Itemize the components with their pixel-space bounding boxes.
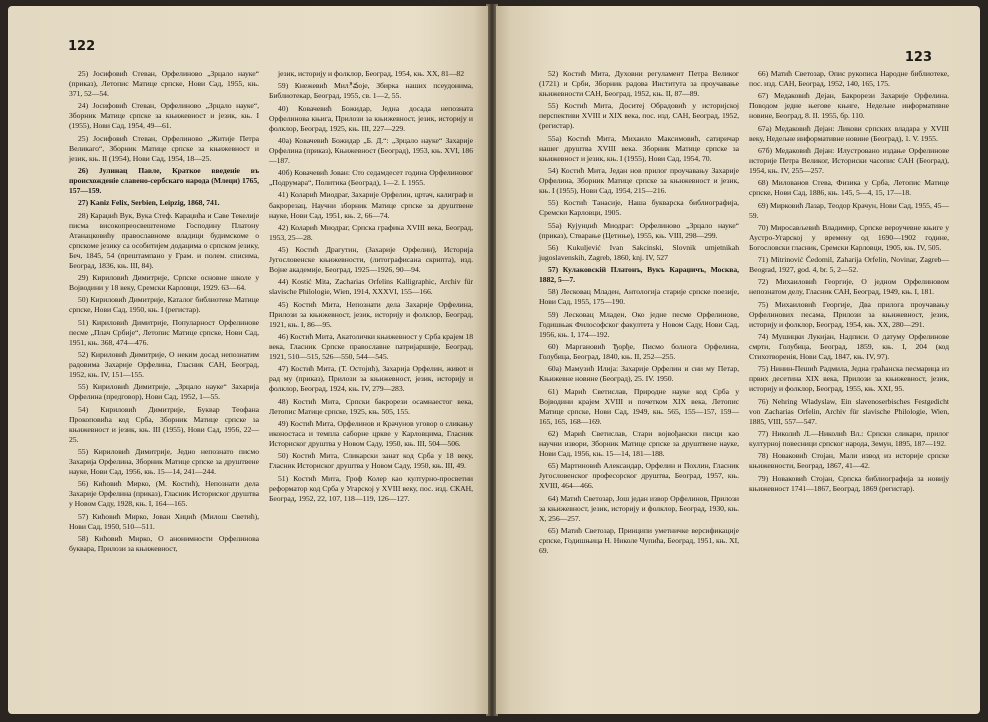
bibliography-entry: 62) Марић Светислав, Стари војвођански писци као научни извори, Зборник Матице српске за друштвене науке, Нови Сад, 1956, књ. 15—14, 181—188. xyxy=(539,428,739,459)
bibliography-entry: 58) Лесковац Младен, Антологија старије српске поезије, Нови Сад, 1955, 175—190. xyxy=(539,287,739,307)
bibliography-entry: 77) Николић Л.—Николић Вл.: Српски сликари, прилог културној повесници српског народа, Земун, 1895, 187—192. xyxy=(749,428,949,449)
bibliography-entry: 44) Kostić Mita, Zacharias Orfelins Kalligraphic, Archiv für slavische Philologie, Wien, 1914, XXXVI, 155—166. xyxy=(269,277,473,297)
left-column-1 xyxy=(69,69,259,556)
bibliography-entry: 66) Матић Светозар, Опис рукописа Народне библиотеке, пос. изд. САН, Београд, 1952, 140, 165, 175. xyxy=(749,69,949,89)
bibliography-entry: 64) Матић Светозар, Још један извор Орфелинов, Прилози за књижевност, језик, историју и фолклор, Београд, 1930, књ. X, 256—257. xyxy=(539,493,739,523)
bibliography-entry: 24) Јосифовић Стеван, Орфелиново „Зрцало науке“, Зборник Матице српске за књижевност и језик, књ. I (1955), Нови Сад, 1954, 49—61. xyxy=(69,101,259,131)
left-page xyxy=(8,6,488,714)
bibliography-entry: 55а) Кујунџић Миодраг: Орфелиново „Зрцало науке“ (приказ), Стварање (Цетиње), 1955, књ. VIII, 298—299. xyxy=(539,220,739,240)
bibliography-entry: 68) Милованов Стева, Физика у Срба, Летопис Матице српске, Нови Сад, 1886, књ. 145, 5—4, 15, 17—18. xyxy=(749,178,949,198)
bibliography-entry: 72) Михаиловић Георгије, О једном Орфелиновом непознатом делу, Гласник САН, Београд, 1949, књ. I, 181. xyxy=(749,277,949,297)
page-number: 122 xyxy=(68,39,96,54)
bibliography-entry: 67) Медаковић Дејан, Бакрорези Захарије Орфелина. Поводом једне његове књиге, Недељне информативне новине, Београд, 8. II. 1955, бр. 110. xyxy=(749,91,949,121)
bibliography-entry: 51) Костић Мита, Гроф Колер као културно-просветни реформатор код Срба у Угарској у XVIII веку, пос. изд. СКАН, Београд, 1952, 22, 107, 118—119, 126—127. xyxy=(269,473,473,503)
bibliography-entry: 49) Костић Мита, Орфелинов и Крачунов уговор о сликању иконостаса и темпла саборне цркве у Карловцима, Гласник Историског друштва у Новом Саду, 1950, књ. III, 504—506. xyxy=(269,418,473,449)
bibliography-entry: 26) Јулинац Павле, Краткое введеніе въ происхожденіе славено-сербскаго народа (Млеци) 1765, 157—159. xyxy=(69,165,259,196)
bibliography-entry: 75) Михаиловић Георгије, Два прилога проучавању Орфелинових песама, Прилози за књижевност, језик, историју и фолклор, Београд, 1954, књ. XX, 280—291. xyxy=(749,299,949,329)
bibliography-entry: 29) Кириловић Димитрије, Српске основне школе у Војводини у 18 веку, Сремски Карловци, 1929. 63—64. xyxy=(69,273,259,293)
bibliography-entry: 78) Новаковић Стојан, Мали извод из историје српске књижевности, Београд, 1867, 41—42. xyxy=(749,451,949,471)
bibliography-entry: 70) Миросављевић Владимир, Српске вероучевне књиге у Аустро-Угарској у времену од 1690—1902 године, Богословски гласник, Сремски Карловци, 1905, књ. IV, 505. xyxy=(749,222,949,252)
bibliography-entry: 51) Кириловић Димитрије, Популарност Орфелинове песме „Плач Србије“, Летопис Матице српске, Нови Сад, 1951, књ. 368, 474—476. xyxy=(69,317,259,347)
bibliography-entry: 54) Костић Мита, Један нов прилог проучавању Захарије Орфелина, Зборник Матице српске за књижевност и језик, књ. I (1955), Нови Сад, 1954, 215—216. xyxy=(539,165,739,196)
bibliography-entry: 50) Костић Мита, Сликарски занат код Срба у 18 веку, Гласник Историског друштва у Новом Саду, 1950, књ. III, 49. xyxy=(269,451,473,471)
bibliography-entry: 61) Марић Светислав, Природне науке код Срба у Војводини крајем XVIII и почетком XIX века, Летопис Матице српске, Нови Сад, 1949, књ. 565, 155—157, 159—165, 165, 168—169. xyxy=(539,386,739,426)
bibliography-entry: 75) Нинин-Пешић Радмила, Једна граћанска песмарица из првих десетина XIX века, Прилози за књижевност, језик, историју и фолклор, Београд, 1955, књ. XXI, 95. xyxy=(749,364,949,394)
bibliography-entry: 54) Кириловић Димитрије, Буквар Теофана Прокоповића код Срба, Зборник Матице српске за књижевност и језик, књ. III (1955), Нови Сад, 1956, 22—25. xyxy=(69,404,259,444)
bibliography-entry: 55) Кириловић Димитрије, „Зрцало науке“ Захарија Орфелина (предговор), Нови Сад, 1952, 1—55. xyxy=(69,382,259,402)
bibliography-entry: 60а) Мамузић Илија: Захарије Орфелин и сни му Петар, Књижевне новине (Београд), 25. IV. 1950. xyxy=(539,364,739,384)
bibliography-entry: 28) Караџић Вук, Вука Стеф. Караџића и Саве Текелије писма високопреосвештеноме Господину Платону Атанацковићу православноме владици будимскоме о српскоме језику са особитијем додацима о српском језику, Беч, 1845, 54 (прештампано у Грам. и полем. списима, Београд, 1836, књ. III, 84). xyxy=(69,210,259,270)
bibliography-entry: 67а) Медаковић Дејан: Ликови српских владара у XVIII веку, Недељне информативне новине (Београд), 1. V. 1955. xyxy=(749,123,949,143)
bibliography-entry: 65) Матић Светозар, Принципи уметничке версификације српске, Годишњица Н. Николе Чупића, Београд, 1951, књ. XI, 69. xyxy=(539,525,739,556)
bibliography-entry: 40б) Ковачевић Јован: Сто седамдесет година Орфелиновог „Подрумара“, Политика (Београд), 1—2. I. 1955. xyxy=(269,168,473,188)
right-column-2 xyxy=(749,69,949,496)
bibliography-entry: 47) Костић Мита, (Т. Остојић), Захарија Орфелин, живот и рад му (приказ), Прилози за књижевност, језик, историју и фолклор, Београд, 1924, књ. IV, 279—283. xyxy=(269,364,473,394)
bibliography-entry: 55) Кириловић Димитрије, Једно непознато писмо Захарија Орфелина, Зборник Матице српске за друштвене науке, Нови Сад, 1956, књ. 15—14, 241—244. xyxy=(69,446,259,476)
bibliography-entry: језик, историју и фолклор, Београд, 1954, књ. XX, 81—82 xyxy=(278,69,465,78)
bibliography-entry: 59) Кнежевић Милివоје, Збирка наших псеудонима, Библиотекар, Београд, 1955, св. 1—2, 55. xyxy=(269,81,473,101)
bibliography-entry: 57) Кулаковскій Платонъ, Вукъ Караџичъ, Москва, 1882, 5—7. xyxy=(539,265,739,285)
bibliography-entry: 79) Новаковић Стојан, Српска библиографија за новију књижевност 1741—1867, Београд, 1869 (регистар). xyxy=(749,473,949,493)
bibliography-entry: 67б) Медаковић Дејан: Илустровано издање Орфелинове историје Петра Великог, Историски часопис САН (Београд), 1954, књ. IV, 255—257. xyxy=(749,145,949,175)
bibliography-entry: 74) Мушицки Лукијан, Надписи. О датуму Орфелинове смрти, Голубица, Београд, 1859, књ. I, 204 (код Стихотворенія, Нови Сад, 1847, књ. IV, 97). xyxy=(749,332,949,362)
bibliography-entry: 45) Костић Драгутин, (Захарије Орфелин), Историја Југословенске књижевности, (литографисана скрипта), изд. Војне академије, Београд, 1925—1926, 90—94. xyxy=(269,245,473,275)
bibliography-entry: 46) Костић Мита, Акатолички књижевност у Срба крајем 18 века, Гласник Српске православне патријаршије, Београд, 1921, 510—515, 526—550, 544—545. xyxy=(269,332,473,362)
bibliography-entry: 40) Ковачевић Божидар, Једна досада непозната Орфелинова књига, Прилози за књижевност, језик, историју и фолклор, Београд, 1925, књ. III, 227—229. xyxy=(269,103,473,133)
bibliography-entry: 25) Јосифовић Стеван, Орфелиново „Житије Петра Великаго“, Зборник Матице српске за књижевност и језик, књ. II (1954), Нови Сад, 1954, 18—25. xyxy=(69,133,259,163)
bibliography-entry: 76) Nehring Wladyslaw, Ein slavenoserbisches Festgedicht von Zacharias Orfelin, Archiv für slavische Philologie, Wien, 1885, VIII, 557—547. xyxy=(749,396,949,426)
left-column-2 xyxy=(269,69,473,506)
page-number: 123 xyxy=(904,50,932,65)
bibliography-entry: 55) Костић Мита, Доситеј Обрадовић у историјској перспективи XVIII и XIX века, пос. изд. САН, Београд, 1952, (регистар). xyxy=(539,101,739,131)
bibliography-entry: 45) Костић Мита, Непознати дела Захарије Орфелина, Прилози за књижевност, језик, историју и фолклор, Београд, 1921, књ. I, 86—95. xyxy=(269,299,473,329)
bibliography-entry: 25) Јосифовић Стеван, Орфелиново „Зрцало науке“ (приказ), Летопис Матице српске, Нови Сад, 1955, књ. 371, 52—54. xyxy=(69,69,259,99)
bibliography-entry: 58) Кићовић Мирко, О анонимности Орфелинова буквара, Прилози за књижевност, xyxy=(69,533,259,553)
bibliography-entry: 52) Кириловић Димитрије, О неким досад непознатим радовима Захарије Орфелина, Гласник САН, Београд, 1952, књ. IV, 151—155. xyxy=(69,349,259,379)
bibliography-entry: 41) Коларић Миодраг, Захарије Орфелин, цртач, калиграф и бакрорезац, Научни зборник Матице српске за друштвене науке, Нови Сад, 1951, књ. 2, 66—74. xyxy=(269,190,473,220)
bibliography-entry: 55) Костић Танасије, Наша букварска библиографија, Сремски Карловци, 1905. xyxy=(539,198,739,218)
bibliography-entry: 57) Кићовић Мирко, Јован Хиџић (Милош Светић), Нови Сад, 1950, 510—511. xyxy=(69,511,259,531)
bibliography-entry: 65) Мартиновић Александар, Орфелин и Похлин, Гласник Југословенског професорског друштва, Београд, 1957, књ. XVIII, 464—466. xyxy=(539,461,739,491)
bibliography-entry: 42) Коларић Миодраг, Српска графика XVIII века, Београд, 1953, 25—28. xyxy=(269,222,473,242)
bibliography-entry: 69) Мирковић Лазар, Теодор Крачун, Нови Сад, 1955, 45—59. xyxy=(749,200,949,220)
bibliography-entry: 27) Kaniz Felix, Serbien, Leipzig, 1868, 741. xyxy=(78,198,220,208)
bibliography-entry: 50) Кириловић Димитрије, Каталог библиотеке Матице српске, Нови Сад, 1950, књ. I (регистар). xyxy=(69,295,259,315)
bibliography-entry: 60) Маргановић Ђорђе, Писмо болнога Орфелина, Голубица, Београд, 1840, књ. II, 252—255. xyxy=(539,342,739,362)
bibliography-entry: 40а) Ковачевић Божидар „Б. Д.“: „Зрцало науке“ Захарије Орфелина (приказ), Књижевност (Београд), 1953, књ. XVI, 186—187. xyxy=(269,135,473,165)
bibliography-entry: 52) Костић Мита, Духовни регуламент Петра Великог (1721) и Срби, Зборник радова Института за проучавање књижевности САН, Београд, 1952, књ. II, 87—89. xyxy=(539,69,739,99)
bibliography-entry: 55а) Костић Мита, Михаило Максимовић, сатиричар нашег друштва XVIII века. Зборник Матице српске за књижевност и језик, књ. I (1955), Нови Сад, 1954, 70. xyxy=(539,133,739,163)
bibliography-entry: 56) Кићовић Мирко, (М. Костић), Непознати дела Захарије Орфелина (приказ), Гласник Историског друштва у Новом Саду, 1928, књ. I, 164—165. xyxy=(69,479,259,509)
bibliography-entry: 48) Костић Мита, Српски бакрорези осамнаестог века, Летопис Матице српске, 1925, књ. 505, 155. xyxy=(269,396,473,416)
bibliography-entry: 56) Kukuljević Ivan Sakcinski, Slovnik umjetnikah jugoslavenskih, Zagreb, 1860, knj. IV, 527 xyxy=(539,242,739,262)
right-page xyxy=(496,6,980,714)
right-column-1 xyxy=(539,69,739,558)
bibliography-entry: 59) Лесковац Младен, Око једне песме Орфелинове, Годишњак Философског факултета у Новом Саду, Нови Сад, 1956, књ. I, 174—192. xyxy=(539,309,739,339)
bibliography-entry: 71) Mitrinović Čedomil, Zaharija Orfelin, Novinar, Zagreb—Beograd, 1927, god. 4, br. 5, 2—52. xyxy=(749,255,949,275)
